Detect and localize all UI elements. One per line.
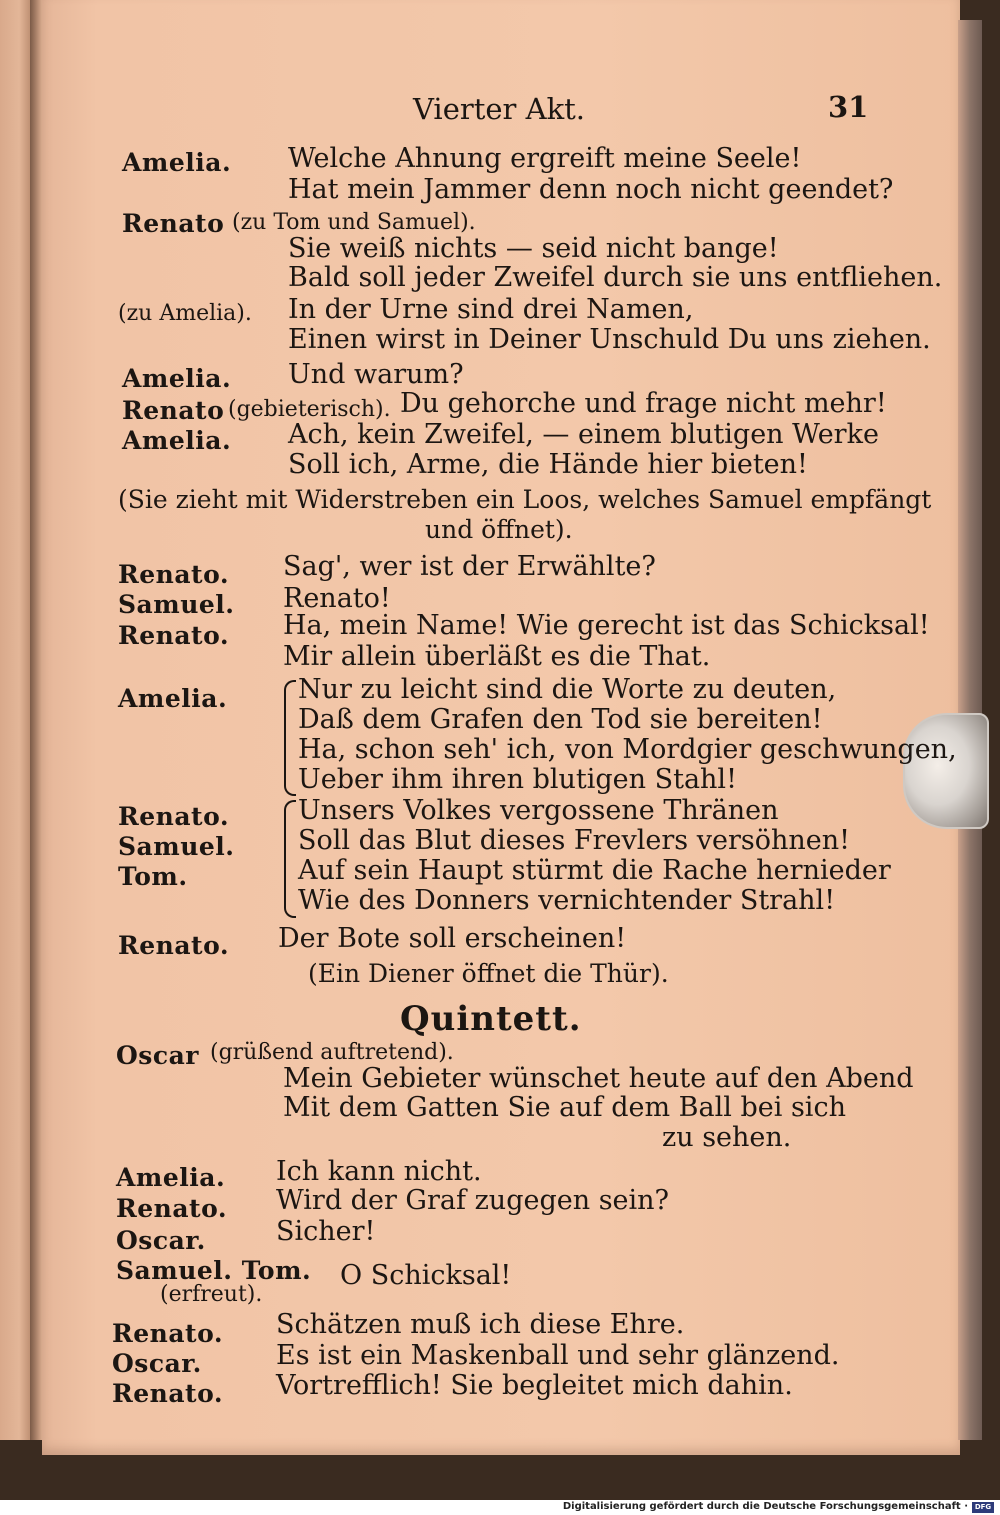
verse-line: Welche Ahnung ergreift meine Seele! [288,143,802,174]
speaker: Renato [122,209,225,238]
page-number: 31 [828,90,869,124]
speaker: Samuel. Tom. [116,1256,312,1285]
verse-line: Unsers Volkes vergossene Thränen [298,795,779,826]
verse-line: Schätzen muß ich diese Ehre. [276,1309,685,1340]
verse-line: Ha, mein Name! Wie gerecht ist das Schicksal! [283,610,930,641]
speaker: Samuel. [118,832,235,861]
verse-line: Soll das Blut dieses Frevlers versöhnen! [298,825,850,856]
speaker: Tom. [118,862,188,891]
page-clip-icon [903,713,989,829]
verse-line: Auf sein Haupt stürmt die Rache hernieder [298,855,891,886]
verse-line: Bald soll jeder Zweifel durch sie uns entfliehen. [288,262,943,293]
verse-line: Mir allein überläßt es die That. [283,641,711,672]
speaker: Oscar. [116,1226,206,1255]
stage-direction: (zu Tom und Samuel). [232,210,476,235]
verse-line: Sag', wer ist der Erwählte? [283,551,656,582]
dfg-logo-icon: DFG [972,1502,994,1513]
verse-line: Nur zu leicht sind die Worte zu deuten, [298,674,837,705]
verse-line: O Schicksal! [340,1260,512,1291]
stage-direction: (Sie zieht mit Widerstreben ein Loos, welches Samuel empfängt [118,485,932,514]
speaker: Renato. [118,802,230,831]
speaker: Renato. [112,1379,224,1408]
verse-line: Soll ich, Arme, die Hände hier bieten! [288,449,808,480]
stage-direction: (erfreut). [160,1282,263,1307]
verse-line: Wird der Graf zugegen sein? [276,1185,670,1216]
speaker: Renato. [112,1319,224,1348]
verse-line: zu sehen. [662,1122,792,1153]
verse-line: Hat mein Jammer denn noch nicht geendet? [288,174,894,205]
verse-line: Ich kann nicht. [276,1156,482,1187]
speaker: Amelia. [122,426,232,455]
verse-line: Einen wirst in Deiner Unschuld Du uns ziehen. [288,324,931,355]
verse-line: Ueber ihm ihren blutigen Stahl! [298,764,737,795]
verse-line: Ach, kein Zweifel, — einem blutigen Werke [288,419,879,450]
speaker: Renato. [118,621,230,650]
verse-line: Daß dem Grafen den Tod sie bereiten! [298,704,823,735]
stage-direction: und öffnet). [425,515,573,544]
ensemble-brace [284,680,296,796]
speaker: Renato [122,396,225,425]
verse-line: Wie des Donners vernichtender Strahl! [298,885,836,916]
verse-line: Es ist ein Maskenball und sehr glänzend. [276,1340,840,1371]
speaker: Samuel. [118,590,235,619]
verse-line: Du gehorche und frage nicht mehr! [400,388,887,419]
speaker: Renato. [118,560,230,589]
verse-line: Vortrefflich! Sie begleitet mich dahin. [276,1370,793,1401]
verse-line: Renato! [283,583,391,614]
funding-credit: Digitalisierung gefördert durch die Deutsche Forschungsgemeinschaft · [562,1501,968,1512]
verse-line: In der Urne sind drei Namen, [288,294,694,325]
verse-line: Mein Gebieter wünschet heute auf den Abend [283,1063,914,1094]
running-header: Vierter Akt. [413,92,586,126]
speaker: Amelia. [116,1163,226,1192]
speaker: Amelia. [118,684,228,713]
speaker: Renato. [118,931,230,960]
speaker: Renato. [116,1194,228,1223]
verse-line: Mit dem Gatten Sie auf dem Ball bei sich [283,1092,846,1123]
verse-line: Sicher! [276,1216,376,1247]
stage-direction: (gebieterisch). [228,397,391,422]
verse-line: Und warum? [288,359,464,390]
verse-line: Sie weiß nichts — seid nicht bange! [288,233,779,264]
speaker: Amelia. [122,364,232,393]
verse-line: Der Bote soll erscheinen! [278,923,627,954]
previous-page-edge [0,0,32,1440]
book-spine [30,0,42,1440]
speaker: Oscar. [112,1349,202,1378]
section-title: Quintett. [400,999,582,1039]
ensemble-brace [284,800,296,918]
verse-line: Ha, schon seh' ich, von Mordgier geschwungen, [298,734,957,765]
stage-direction: (Ein Diener öffnet die Thür). [308,959,669,988]
speaker: Oscar [116,1041,199,1070]
speaker: Amelia. [122,148,232,177]
stage-direction: (grüßend auftretend). [210,1040,454,1065]
stage-direction: (zu Amelia). [118,301,252,326]
